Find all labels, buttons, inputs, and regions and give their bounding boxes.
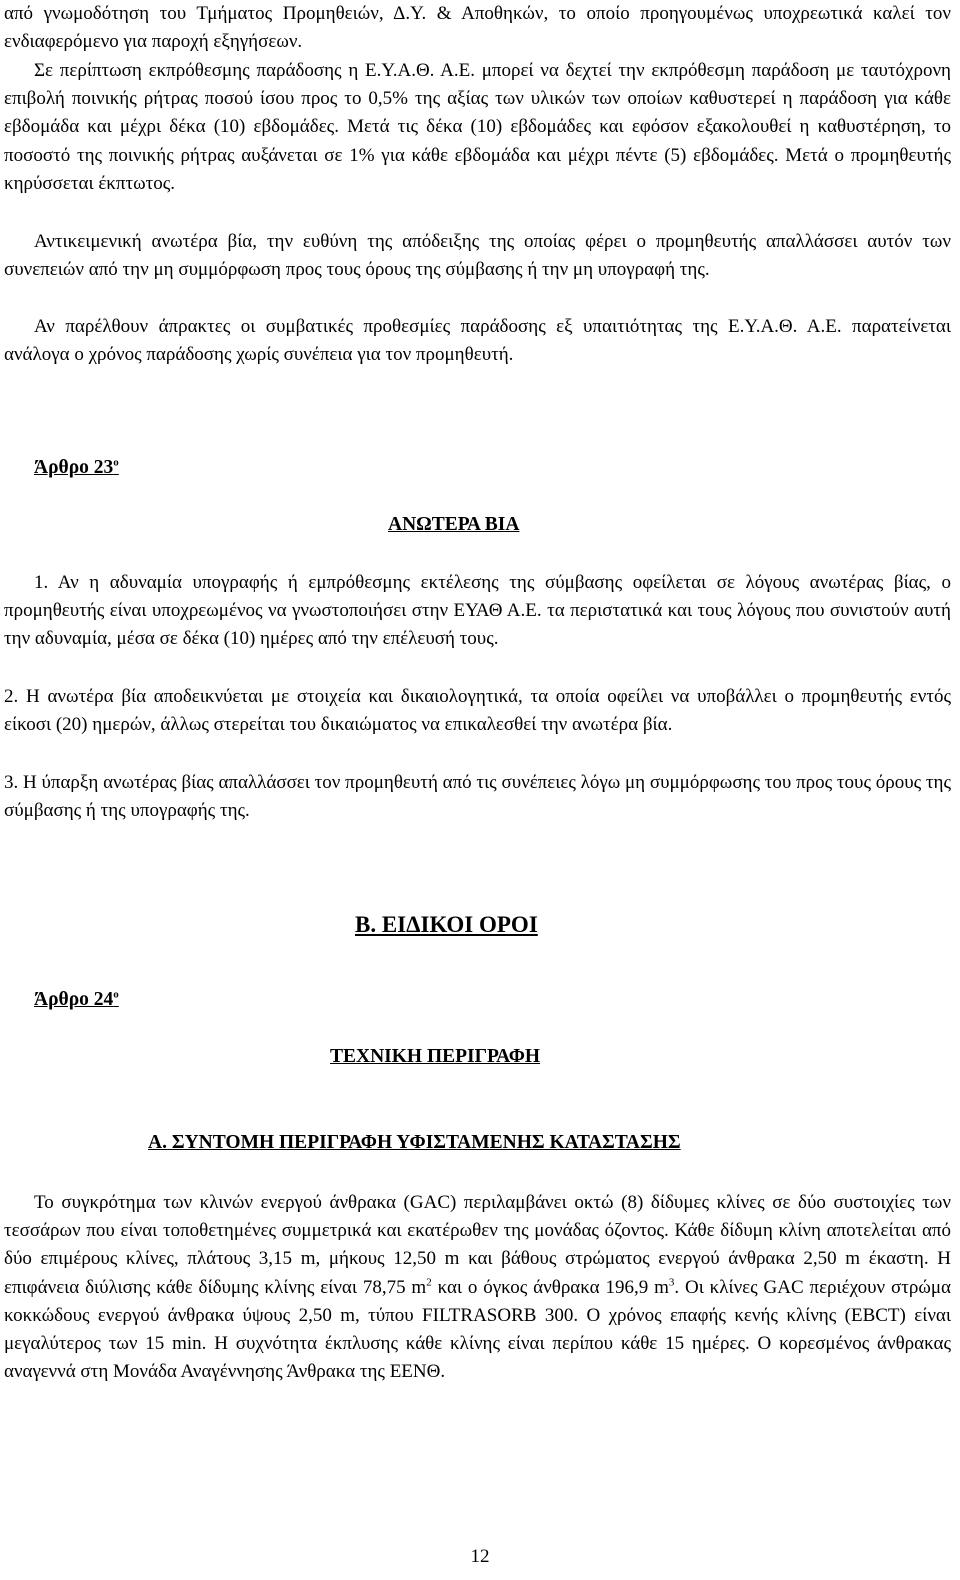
article-24-ordinal: ο (113, 988, 119, 1001)
article-23-heading (34, 457, 119, 479)
article-23-item-2: 2. Η ανωτέρα βία αποδεικνύεται με στοιχεία και δικαιολογητικά, τα οποία οφείλει να υποβάλλει ο προμηθευτής εντός είκοσι (20) ημερών, άλλως στερείται του δικαιώματος να επικαλεσθεί την ανωτέρα βία. (4, 686, 951, 736)
article-24-subtitle: Α. ΣΥΝΤΟΜΗ ΠΕΡΙΓΡΑΦΗ ΥΦΙΣΤΑΜΕΝΗΣ ΚΑΤΑΣΤΑΣΗΣ (148, 1132, 681, 1153)
article-24-title: ΤΕΧΝΙΚΗ ΠΕΡΙΓΡΑΦΗ (330, 1046, 541, 1067)
article-23-ordinal: ο (113, 456, 119, 469)
intro-paragraph-force-majeure: Αντικειμενική ανωτέρα βία, την ευθύνη της απόδειξης της οποίας φέρει ο προμηθευτής απαλλάσσει αυτόν των συνεπειών από την μη συμμόρφωση προς τους όρους της σύμβασης ή την μη υπογραφή της. (4, 231, 951, 281)
article-24-text-3: . Οι κλίνες GAC περιέχουν στρώμα κοκκώδους ενεργού άνθρακα ύψους 2,50 m, τύπου FILTRASORB 300. Ο χρόνος επαφής κενής κλίνης (EBCT) είναι μεγαλύτερος των 15 min. Η συχνότητα έκπλυσης κάθε κλίνης είναι περίπου κάθε 15 ημέρες. Ο κορεσμένος άνθρακας αναγεννά στη Μονάδα Αναγέννησης Άνθρακα της ΕΕΝΘ. (4, 1276, 951, 1383)
article-24-label: Άρθρο 24 (34, 989, 114, 1010)
article-23-title: ΑΝΩΤΕΡΑ ΒΙΑ (388, 514, 520, 535)
area-unit-superscript: 2 (426, 1276, 432, 1289)
intro-paragraph-extension: Αν παρέλθουν άπρακτες οι συμβατικές προθεσμίες παράδοσης εξ υπαιτιότητας της Ε.Υ.Α.Θ. Α.Ε. παρατείνεται ανάλογα ο χρόνος παράδοσης χωρίς συνέπεια για τον προμηθευτή. (4, 316, 951, 366)
intro-paragraph-delay-penalty: Σε περίπτωση εκπρόθεσμης παράδοσης η Ε.Υ.Α.Θ. Α.Ε. μπορεί να δεχτεί την εκπρόθεσμη παράδοση με ταυτόχρονη επιβολή ποινικής ρήτρας ποσού ίσου προς το 0,5% της αξίας των υλικών των οποίων καθυστερεί η παράδοση για κάθε εβδομάδα και μέχρι δέκα (10) εβδομάδες. Μετά τις δέκα (10) εβδομάδες και εφόσον εξακολουθεί η καθυστέρηση, το ποσοστό της ποινικής ρήτρας αυξάνεται σε 1% για κάθε εβδομάδα και μέχρι πέντε (5) εβδομάδες. Μετά ο προμηθευτής κηρύσσεται έκπτωτος. (4, 60, 951, 194)
article-23-item-3: 3. Η ύπαρξη ανωτέρας βίας απαλλάσσει τον προμηθευτή από τις συνέπειες λόγω μη συμμόρφωσης του προς τους όρους της σύμβασης ή της υπογραφής της. (4, 772, 951, 822)
section-b-title: Β. ΕΙΔΙΚΟΙ ΟΡΟΙ (355, 912, 538, 937)
article-23-item-1: 1. Αν η αδυναμία υπογραφής ή εμπρόθεσμης εκτέλεσης της σύμβασης οφείλεται σε λόγους ανωτέρας βίας, ο προμηθευτής είναι υποχρεωμένος να γνωστοποιήσει στην ΕΥΑΘ Α.Ε. τα περιστατικά και τους λόγους που συνιστούν αυτή την αδυναμία, μέσα σε δέκα (10) ημέρες από την επέλευσή τους. (4, 572, 951, 650)
article-24-text-2: και ο όγκος άνθρακα 196,9 m (431, 1276, 669, 1298)
page-number: 12 (470, 1546, 490, 1567)
volume-unit-superscript: 3 (668, 1276, 675, 1289)
article-23-label: Άρθρο 23 (34, 457, 114, 478)
article-24-text-1: Το συγκρότημα των κλινών ενεργού άνθρακα (GAC) περιλαμβάνει οκτώ (8) δίδυμες κλίνες σε δύο συστοιχίες των τεσσάρων που είναι τοποθετημένες συμμετρικά και εκατέρωθεν της μονάδας όζοντος. Κάθε δίδυμη κλίνη αποτελείται από δύο επιμέρους κλίνες, πλάτους 3,15 m, μήκους 12,50 m και βάθους στρώματος ενεργού άνθρακα 2,50 m έκαστη. Η επιφάνεια διύλισης κάθε δίδυμης κλίνης είναι 78,75 m (4, 1192, 951, 1298)
intro-continuation: από γνωμοδότηση του Τμήματος Προμηθειών, Δ.Υ. & Αποθηκών, το οποίο προηγουμένως υποχρεωτικά καλεί τον ενδιαφερόμενο για παροχή εξηγήσεων. (4, 3, 951, 53)
article-24-heading (34, 989, 119, 1011)
article-24-body (4, 1189, 951, 1386)
